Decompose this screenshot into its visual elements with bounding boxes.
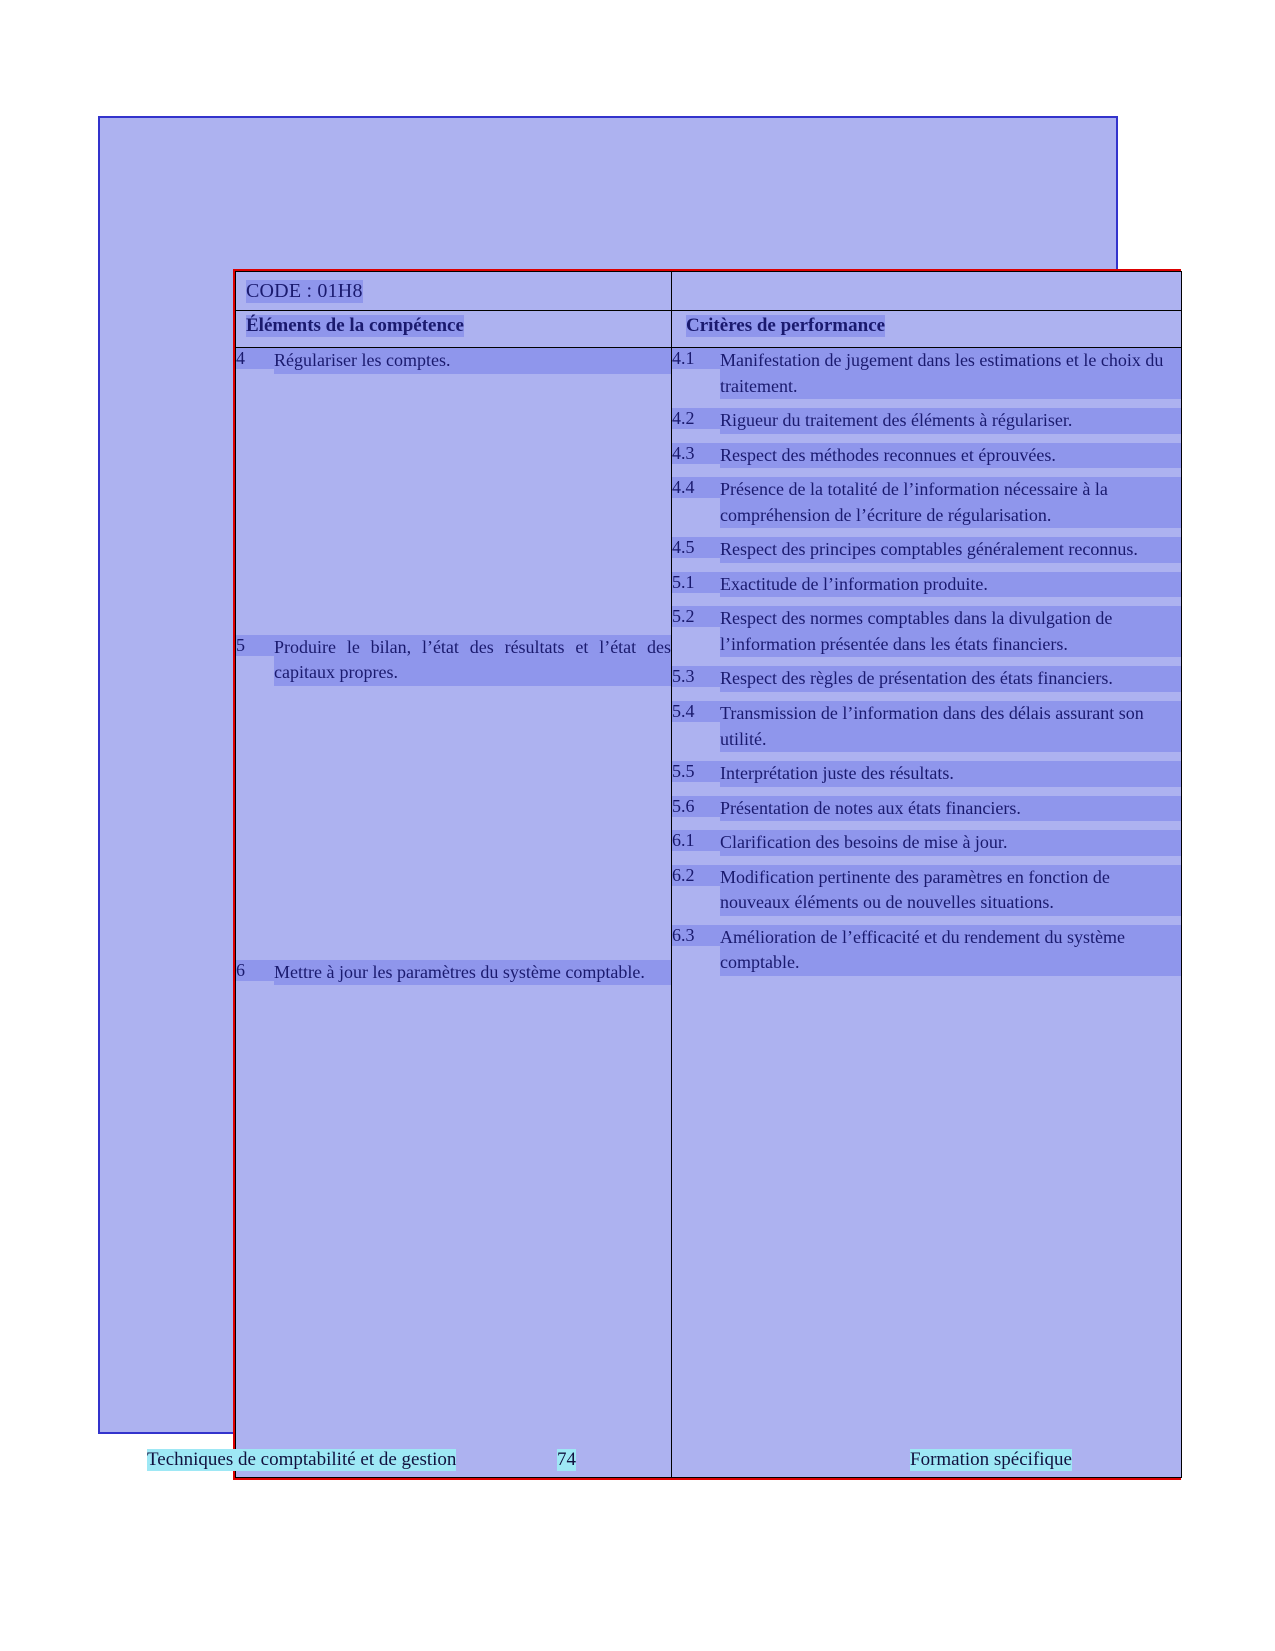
element-text: Régulariser les comptes. bbox=[274, 348, 671, 374]
criterion-number: 4.3 bbox=[672, 443, 720, 464]
code-cell bbox=[236, 272, 672, 311]
criterion-number: 4.2 bbox=[672, 408, 720, 429]
element-item bbox=[236, 960, 671, 986]
code-label: CODE : 01H8 bbox=[246, 280, 363, 302]
footer-page-number: 74 bbox=[557, 1449, 576, 1470]
header-cell-criteria bbox=[672, 311, 1182, 348]
criterion-item bbox=[672, 701, 1181, 752]
criterion-text: Interprétation juste des résultats. bbox=[720, 761, 1181, 787]
element-item bbox=[236, 635, 671, 686]
criterion-number: 5.2 bbox=[672, 606, 720, 627]
criterion-item bbox=[672, 537, 1181, 563]
criterion-text: Présence de la totalité de l’information nécessaire à la compréhension de l’écriture de régularisation. bbox=[720, 477, 1181, 528]
criterion-text: Manifestation de jugement dans les estimations et le choix du traitement. bbox=[720, 348, 1181, 399]
criterion-number: 5.6 bbox=[672, 796, 720, 817]
element-number: 4 bbox=[236, 348, 274, 369]
criterion-number: 5.4 bbox=[672, 701, 720, 722]
header-cell-elements bbox=[236, 311, 672, 348]
criterion-text: Présentation de notes aux états financiers. bbox=[720, 796, 1181, 822]
criterion-number: 5.1 bbox=[672, 572, 720, 593]
code-cell-empty bbox=[672, 272, 1182, 311]
footer-right-text: Formation spécifique bbox=[910, 1449, 1072, 1470]
spacer-block bbox=[236, 688, 671, 960]
criterion-text: Respect des règles de présentation des états financiers. bbox=[720, 666, 1181, 692]
criterion-item bbox=[672, 925, 1181, 976]
criterion-item bbox=[672, 830, 1181, 856]
competency-table-frame bbox=[233, 269, 1181, 1480]
table-row bbox=[236, 348, 1182, 1478]
elements-column bbox=[236, 348, 672, 1478]
element-number: 6 bbox=[236, 960, 274, 981]
header-criteria-label: Critères de performance bbox=[686, 315, 886, 336]
table-row-headers bbox=[236, 311, 1182, 348]
criterion-number: 5.3 bbox=[672, 666, 720, 687]
page-frame bbox=[98, 116, 1164, 1434]
criterion-text: Respect des méthodes reconnues et éprouvées. bbox=[720, 443, 1181, 469]
criterion-item bbox=[672, 606, 1181, 657]
criterion-item bbox=[672, 865, 1181, 916]
criterion-number: 6.2 bbox=[672, 865, 720, 886]
criterion-text: Clarification des besoins de mise à jour. bbox=[720, 830, 1181, 856]
criterion-text: Amélioration de l’efficacité et du rendement du système comptable. bbox=[720, 925, 1181, 976]
criterion-text: Rigueur du traitement des éléments à régulariser. bbox=[720, 408, 1181, 434]
header-elements-label: Éléments de la compétence bbox=[246, 315, 464, 336]
criterion-item bbox=[672, 572, 1181, 598]
criterion-number: 5.5 bbox=[672, 761, 720, 782]
criterion-text: Exactitude de l’information produite. bbox=[720, 572, 1181, 598]
criterion-item bbox=[672, 443, 1181, 469]
criterion-item bbox=[672, 348, 1181, 399]
criterion-text: Modification pertinente des paramètres en fonction de nouveaux éléments ou de nouvelles situations. bbox=[720, 865, 1181, 916]
criterion-text: Respect des normes comptables dans la divulgation de l’information présentée dans les états financiers. bbox=[720, 606, 1181, 657]
footer-left-text: Techniques de comptabilité et de gestion bbox=[147, 1449, 457, 1470]
element-item bbox=[236, 348, 671, 374]
criterion-number: 4.5 bbox=[672, 537, 720, 558]
criterion-number: 6.1 bbox=[672, 830, 720, 851]
criteria-column bbox=[672, 348, 1182, 1478]
criterion-text: Transmission de l’information dans des délais assurant son utilité. bbox=[720, 701, 1181, 752]
element-text: Mettre à jour les paramètres du système comptable. bbox=[274, 960, 671, 986]
criterion-item bbox=[672, 408, 1181, 434]
criterion-item bbox=[672, 761, 1181, 787]
criterion-item bbox=[672, 477, 1181, 528]
element-text: Produire le bilan, l’état des résultats et l’état des capitaux propres. bbox=[274, 635, 671, 686]
page-footer bbox=[147, 1449, 1072, 1473]
criterion-item bbox=[672, 666, 1181, 692]
element-number: 5 bbox=[236, 635, 274, 656]
spacer-block bbox=[236, 376, 671, 635]
criterion-number: 4.1 bbox=[672, 348, 720, 369]
criterion-number: 6.3 bbox=[672, 925, 720, 946]
criterion-number: 4.4 bbox=[672, 477, 720, 498]
criterion-item bbox=[672, 796, 1181, 822]
competency-table bbox=[235, 271, 1182, 1478]
table-row-code bbox=[236, 272, 1182, 311]
criterion-text: Respect des principes comptables généralement reconnus. bbox=[720, 537, 1181, 563]
